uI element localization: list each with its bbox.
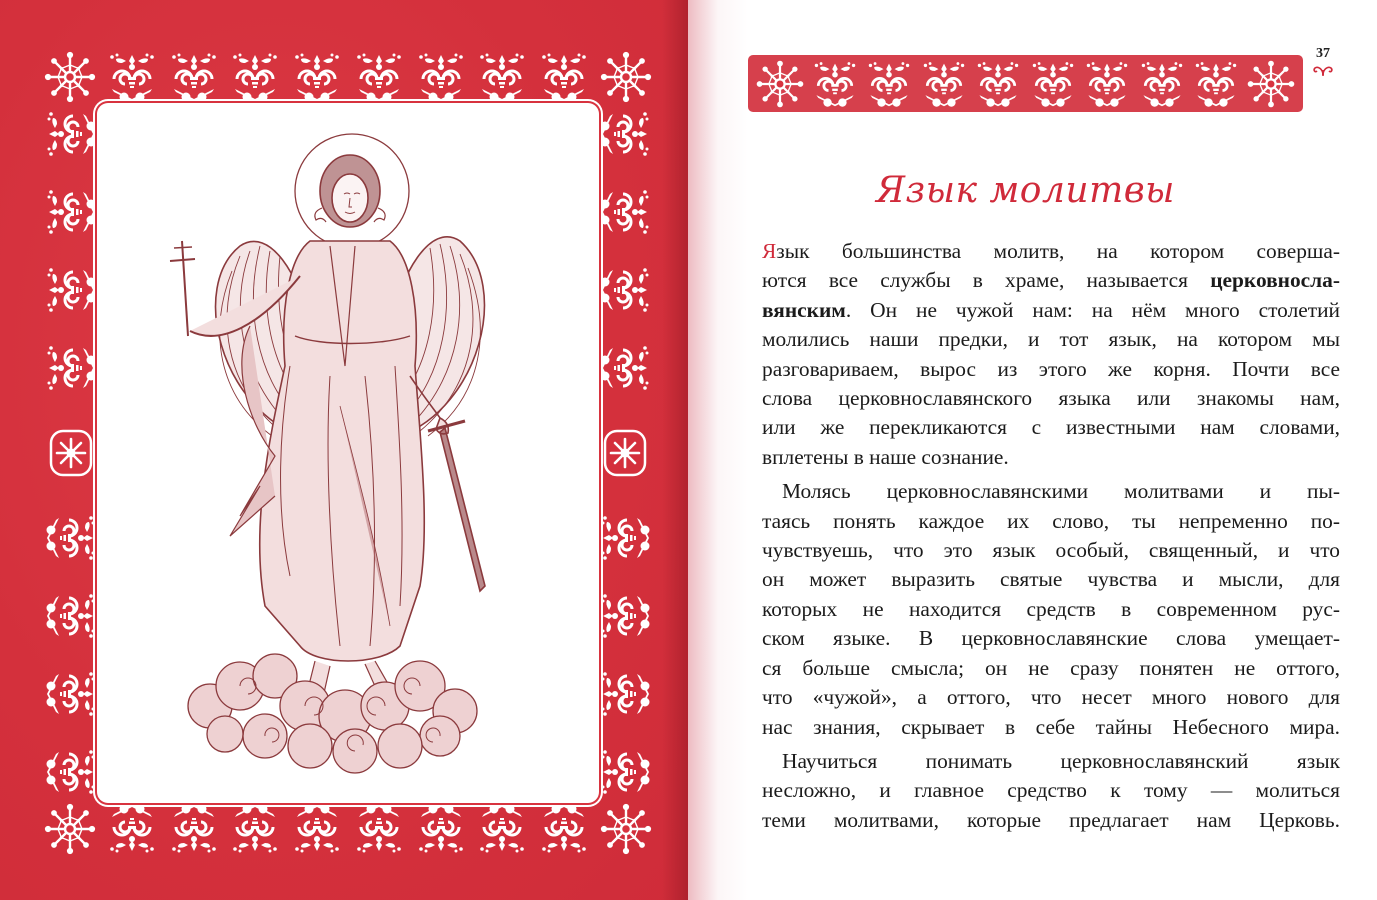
folk-ornament-icon [227, 801, 283, 857]
drop-cap: Я [762, 239, 777, 263]
snowflake-rosette-icon [1245, 58, 1297, 110]
folk-ornament-icon [536, 801, 592, 857]
folk-ornament-icon [104, 49, 160, 105]
folk-ornament-icon [1190, 58, 1242, 110]
right-page [688, 0, 1377, 900]
angel-illustration [100, 106, 596, 800]
folk-ornament-icon [597, 588, 653, 644]
folk-ornament-icon [597, 744, 653, 800]
folk-ornament-icon [474, 49, 530, 105]
folk-ornament-icon [43, 588, 99, 644]
folk-ornament-icon [597, 510, 653, 566]
folk-ornament-icon [351, 801, 407, 857]
paragraph-1: Язык большинства молитв, на котором соверша- ются все службы в храме, называется церковносла- вянским. Он не чужой нам: на нём много столетий молились наши предки, и тот язык, на котором мы разговариваем, вырос из этого же корня. Почти все слова церковнославянского языка или знакомы нам, или же перекликаются с известными нам словами, вплетены в наше сознание. [762, 239, 1340, 469]
folk-ornament-icon [597, 666, 653, 722]
folk-ornament-icon [413, 801, 469, 857]
folk-ornament-icon [104, 801, 160, 857]
folk-ornament-icon [597, 262, 653, 318]
folk-ornament-icon [1136, 58, 1188, 110]
folk-ornament-icon [166, 801, 222, 857]
ornament-strip-right [596, 106, 654, 800]
snowflake-rosette-icon [598, 801, 654, 857]
folk-ornament-icon [1081, 58, 1133, 110]
ornament-strip-bottom [42, 800, 654, 858]
folk-ornament-icon [289, 801, 345, 857]
bold-term: церковносла- [1210, 268, 1340, 293]
medallion-rosette-icon [43, 418, 99, 488]
folk-ornament-icon [474, 801, 530, 857]
ornamental-border [42, 48, 654, 858]
folk-ornament-icon [43, 666, 99, 722]
folk-ornament-icon [289, 49, 345, 105]
left-page [0, 0, 688, 900]
folk-ornament-icon [227, 49, 283, 105]
folk-ornament-icon [43, 340, 99, 396]
folk-ornament-icon [43, 262, 99, 318]
bold-term: вянским [762, 297, 846, 322]
paragraph-3: Научиться понимать церковнославянский язык несложно, и главное средство к тому — молиться теми молитвами, которые предлагает нам Церковь. [762, 748, 1340, 832]
medallion-rosette-icon [597, 418, 653, 488]
folk-ornament-icon [863, 58, 915, 110]
snowflake-rosette-icon [42, 49, 98, 105]
body-text [762, 237, 1340, 840]
folk-ornament-icon [972, 58, 1024, 110]
folk-ornament-icon [1027, 58, 1079, 110]
folk-ornament-icon [43, 184, 99, 240]
folk-ornament-icon [536, 49, 592, 105]
folk-ornament-icon [597, 106, 653, 162]
folk-ornament-icon [351, 49, 407, 105]
folk-ornament-icon [809, 58, 861, 110]
folk-ornament-icon [413, 49, 469, 105]
paragraph-2: Молясь церковнославянскими молитвами и пы- таясь понять каждое их слово, ты непременно по- чувствуешь, что это язык особый, священный, и что он может выразить святые чувства и мысли, для которых не находится средств в современном рус- ском языке. В церковнославянские слова умещает- ся больше смысла; он не сразу понятен не оттого, что «чужой», а оттого, что несет много нового для нас знания, скрывает в себе тайны Небесного мира. [762, 479, 1340, 739]
chapter-title: Язык молитвы [875, 170, 1175, 211]
folk-ornament-icon [43, 510, 99, 566]
folk-ornament-icon [597, 340, 653, 396]
snowflake-rosette-icon [754, 58, 806, 110]
header-ornament-band [748, 55, 1303, 112]
folk-ornament-icon [43, 744, 99, 800]
snowflake-rosette-icon [42, 801, 98, 857]
snowflake-rosette-icon [598, 49, 654, 105]
page-number: 37 [1316, 46, 1330, 61]
scroll-flourish-icon [1312, 64, 1334, 76]
folk-ornament-icon [166, 49, 222, 105]
ornament-strip-top [42, 48, 654, 106]
ornament-strip-left [42, 106, 100, 800]
illustration-panel [100, 106, 596, 800]
folk-ornament-icon [43, 106, 99, 162]
folk-ornament-icon [918, 58, 970, 110]
folk-ornament-icon [597, 184, 653, 240]
